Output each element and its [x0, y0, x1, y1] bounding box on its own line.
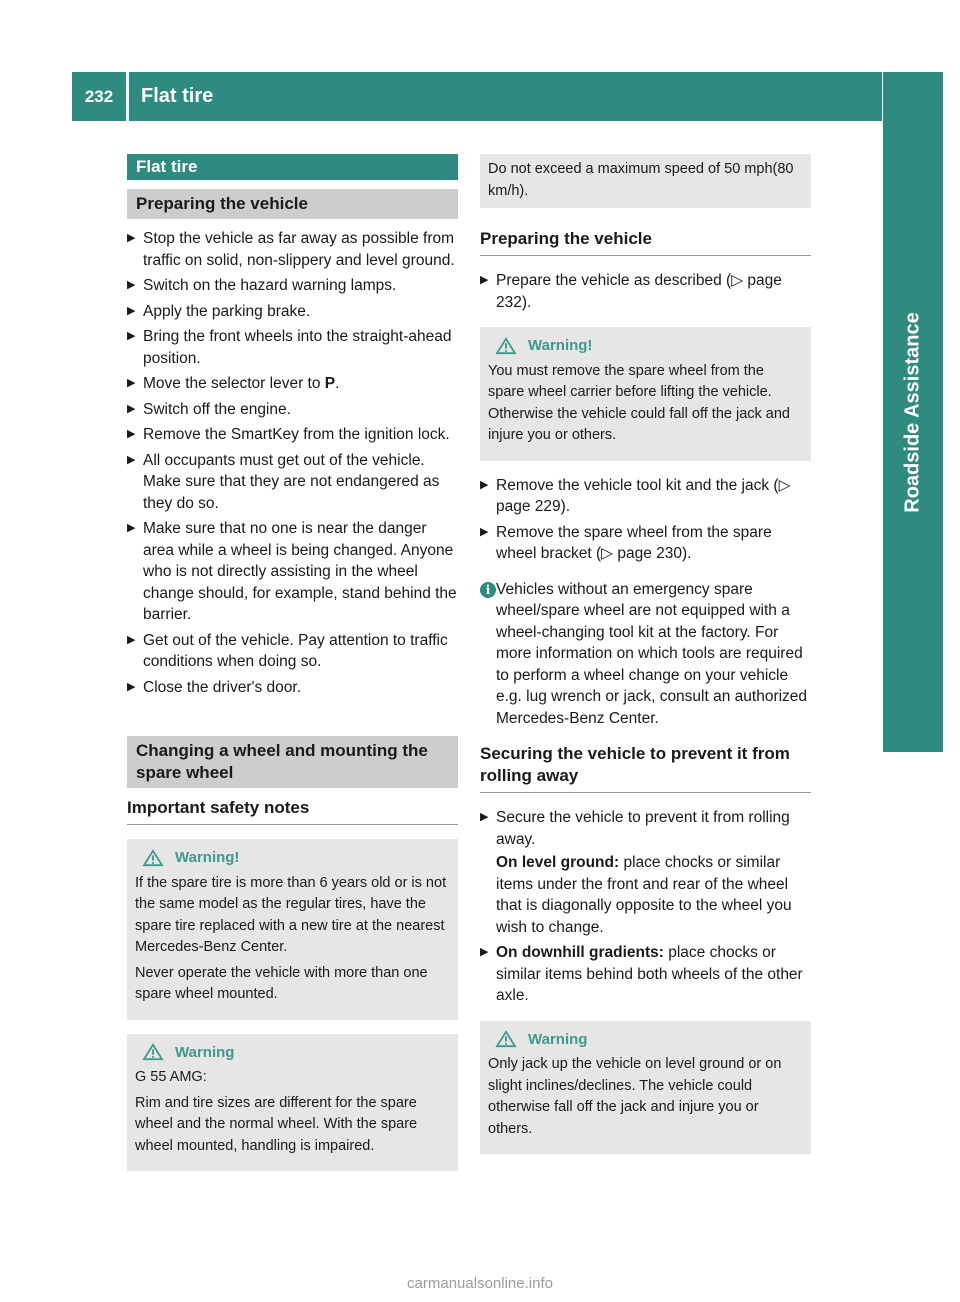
prep-steps-list — [127, 228, 458, 698]
info-note: i Vehicles without an emergency spare wheel/spare wheel are not equipped with a wheel-changing tool kit at the factory. For more information on which tools are required to perform a wheel change on your vehicle e.g. lug wrench or jack, consult an authorized Mercedes-Benz Center. — [480, 579, 811, 730]
step-item: ▶ Bring the front wheels into the straight-ahead position. — [127, 328, 452, 367]
step-item: ▶ Remove the spare wheel from the spare wheel bracket (▷ page 230). — [480, 523, 772, 562]
warning-box-spare-tire — [127, 839, 458, 1020]
step-arrow-icon: ▶ — [480, 946, 489, 958]
step-arrow-icon: ▶ — [127, 232, 136, 244]
warning-header — [135, 847, 450, 869]
warning-title: Warning — [175, 1043, 235, 1061]
warning-paragraph: Rim and tire sizes are different for the spare wheel and the normal wheel. With the spare wheel mounted, handling is impaired. — [135, 1094, 418, 1154]
step-arrow-icon: ▶ — [127, 402, 136, 415]
step-arrow-icon: ▶ — [127, 522, 136, 534]
page-number: 232 — [84, 86, 114, 106]
step-item: ▶ Stop the vehicle as far away as possible from traffic on solid, non-slippery and level ground. — [127, 230, 455, 269]
warning-header — [488, 335, 803, 357]
warning-paragraph: If the spare tire is more than 6 years old or is not the same model as the regular tires, have the spare tire replaced with a new tire at the nearest Mercedes-Benz Center. — [135, 874, 447, 955]
step-item: ▶ Move the selector lever to P. — [127, 373, 458, 395]
step-item: ▶ Prepare the vehicle as described (▷ page 232). — [480, 272, 782, 311]
step-item: ▶ Switch on the hazard warning lamps. — [127, 275, 458, 297]
step-arrow-icon: ▶ — [480, 525, 489, 538]
step-arrow-icon: ▶ — [127, 330, 136, 342]
speed-note-box: Do not exceed a maximum speed of 50 mph(80 km/h). — [480, 154, 811, 208]
warning-box-jack — [480, 1021, 811, 1155]
info-icon: i — [480, 582, 496, 598]
step-item: ▶ Remove the vehicle tool kit and the jack (▷ page 229). — [480, 476, 791, 515]
warning-paragraph: You must remove the spare wheel from the spare wheel carrier before lifting the vehicle. Otherwise the vehicle could fall off the jack and injure you or others. — [488, 362, 790, 443]
side-tab-label-wrap — [883, 72, 943, 752]
step-arrow-icon: ▶ — [480, 478, 489, 491]
warning-title: Warning! — [175, 849, 240, 866]
warning-triangle-icon — [494, 1030, 518, 1048]
footer-watermark[interactable]: carmanualsonline.info — [407, 1275, 553, 1292]
step-arrow-icon: ▶ — [127, 633, 136, 646]
heading-securing-vehicle: Securing the vehicle to prevent it from rolling away — [480, 743, 811, 793]
warning-triangle-icon — [141, 849, 165, 867]
heading-preparing-vehicle: Preparing the vehicle — [480, 228, 811, 256]
step-arrow-icon: ▶ — [127, 377, 136, 389]
subsection-preparing-vehicle: Preparing the vehicle — [127, 189, 458, 219]
step-item: ▶ Remove the SmartKey from the ignition lock. — [127, 424, 458, 446]
page-title: Flat tire — [141, 85, 214, 107]
warning-header — [135, 1042, 450, 1064]
warning-paragraph: Only jack up the vehicle on level ground or on slight inclines/declines. The vehicle could otherwise fall off the jack and injure you or others. — [488, 1056, 782, 1137]
step-arrow-icon: ▶ — [127, 279, 136, 291]
subsection-changing-wheel: Changing a wheel and mounting the spare wheel — [127, 736, 458, 788]
step-item: ▶ Close the driver's door. — [127, 677, 458, 699]
step-item: ▶ Apply the parking brake. — [127, 301, 458, 323]
step-item: ▶ Switch off the engine. — [127, 399, 458, 421]
warning-triangle-icon — [141, 1043, 165, 1061]
warning-paragraph: Never operate the vehicle with more than one spare wheel mounted. — [135, 964, 428, 1002]
step-arrow-icon: ▶ — [127, 304, 136, 317]
section-title-flat-tire: Flat tire — [127, 154, 458, 180]
warning-title: Warning! — [528, 337, 593, 354]
side-tab-label: Roadside Assistance — [901, 311, 924, 513]
step-arrow-icon: ▶ — [480, 811, 489, 823]
step-item: ▶ Secure the vehicle to prevent it from rolling away. On level ground: place chocks or similar items under the front and rear of the wheel that is diagonally opposite to the wheel you wish to change. — [480, 807, 811, 938]
selector-position-p: P — [324, 375, 336, 392]
step-item: ▶ Make sure that no one is near the danger area while a wheel is being changed. Anyone who is not directly assisting in the wheel change should, for example, stand behind the barrier. — [127, 520, 457, 623]
heading-important-safety-notes: Important safety notes — [127, 797, 458, 825]
warning-box-amg — [127, 1034, 458, 1172]
step-arrow-icon: ▶ — [127, 428, 136, 440]
warning-box-spare-carrier — [480, 327, 811, 461]
page-number-divider — [126, 72, 129, 121]
step-item: ▶ Get out of the vehicle. Pay attention to traffic conditions when doing so. — [127, 631, 448, 670]
warning-title: Warning — [528, 1030, 588, 1048]
step-item: ▶ On downhill gradients: place chocks or similar items behind both wheels of the other axle. — [480, 944, 803, 1004]
left-column — [127, 154, 458, 1185]
warning-paragraph: G 55 AMG: — [135, 1069, 207, 1085]
header-underline — [72, 121, 882, 122]
warning-triangle-icon — [494, 337, 518, 355]
level-ground-instruction: On level ground: place chocks or similar items under the front and rear of the wheel that is diagonally opposite to the wheel you wish to change. — [496, 854, 792, 936]
step-arrow-icon: ▶ — [127, 453, 136, 466]
step-arrow-icon: ▶ — [480, 274, 489, 286]
right-column — [480, 154, 811, 1168]
step-arrow-icon: ▶ — [127, 680, 136, 693]
warning-header — [488, 1029, 803, 1051]
step-item: ▶ All occupants must get out of the vehicle. Make sure that they are not endangered as they do so. — [127, 451, 440, 512]
